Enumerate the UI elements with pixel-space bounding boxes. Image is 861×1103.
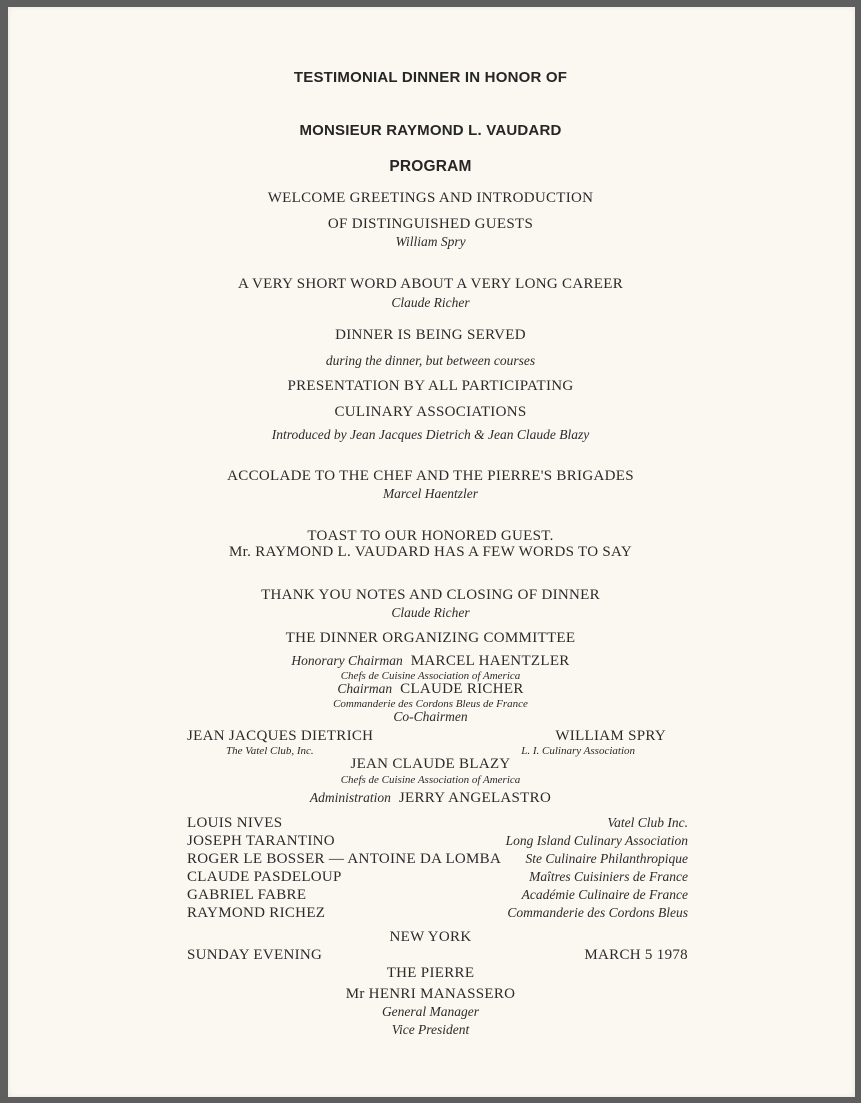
accolade-item: ACCOLADE TO THE CHEF AND THE PIERRE'S BRIGADES <box>227 468 634 484</box>
cochair-right-org: L. I. Culinary Association <box>521 745 635 757</box>
administration-row <box>0 790 861 806</box>
career-presenter: Claude Richer <box>391 295 470 310</box>
welcome-presenter: William Spry <box>395 234 466 249</box>
honorary-role: Honorary Chairman <box>291 653 403 668</box>
accolade-presenter: Marcel Haentzler <box>382 486 479 501</box>
chairman-row <box>0 681 861 697</box>
chairman-name: CLAUDE RICHER <box>400 681 524 697</box>
dinner-note: during the dinner, but between courses <box>325 353 536 368</box>
welcome-line-1: WELCOME GREETINGS AND INTRODUCTION <box>267 190 594 206</box>
manager-title-1: General Manager <box>381 1004 480 1019</box>
presentation-line-2: CULINARY ASSOCIATIONS <box>334 404 527 420</box>
venue: THE PIERRE <box>386 965 475 981</box>
program-heading: PROGRAM <box>389 158 472 175</box>
manager-title-2: Vice President <box>391 1022 470 1037</box>
chairman-role: Chairman <box>337 681 393 696</box>
member-name: GABRIEL FABRE <box>187 887 307 903</box>
honorary-chairman-row <box>0 653 861 669</box>
welcome-line-2: OF DISTINGUISHED GUESTS <box>327 216 534 232</box>
member-org: Commanderie des Cordons Bleus <box>507 905 688 920</box>
member-org: Maîtres Cuisiniers de France <box>529 869 688 884</box>
toast-line-1: TOAST TO OUR HONORED GUEST. <box>307 528 554 544</box>
member-name: CLAUDE PASDELOUP <box>187 869 342 885</box>
thanks-presenter: Claude Richer <box>391 605 470 620</box>
cochair-left-org: The Vatel Club, Inc. <box>226 745 314 757</box>
presentation-line-1: PRESENTATION BY ALL PARTICIPATING <box>287 378 574 394</box>
member-name: ROGER LE BOSSER — ANTOINE DA LOMBA <box>187 851 502 867</box>
honorary-org: Chefs de Cuisine Association of America <box>340 670 521 682</box>
cochairmen-label: Co-Chairmen <box>393 709 468 724</box>
admin-role: Administration <box>309 790 391 805</box>
member-org: Long Island Culinary Association <box>505 833 688 848</box>
member-org: Vatel Club Inc. <box>607 815 688 830</box>
event-day: SUNDAY EVENING <box>187 947 323 963</box>
career-item: A VERY SHORT WORD ABOUT A VERY LONG CAREER <box>237 276 624 292</box>
title-line-1: TESTIMONIAL DINNER IN HONOR OF <box>293 69 568 86</box>
member-org: Ste Culinaire Philanthropique <box>525 851 688 866</box>
chairman-org: Commanderie des Cordons Bleus de France <box>333 698 528 710</box>
cochair-right-name: WILLIAM SPRY <box>555 728 666 744</box>
member-name: JOSEPH TARANTINO <box>187 833 335 849</box>
member-name: LOUIS NIVES <box>187 815 283 831</box>
cochair-center-org: Chefs de Cuisine Association of America <box>340 774 521 786</box>
event-date: MARCH 5 1978 <box>584 947 688 963</box>
member-name: RAYMOND RICHEZ <box>187 905 326 921</box>
manager-name: Mr HENRI MANASSERO <box>345 986 516 1002</box>
committee-heading: THE DINNER ORGANIZING COMMITTEE <box>285 630 576 646</box>
cochair-left-name: JEAN JACQUES DIETRICH <box>187 728 374 744</box>
member-org: Académie Culinaire de France <box>521 887 688 902</box>
presentation-presenters: Introduced by Jean Jacques Dietrich & Jean Claude Blazy <box>271 427 590 442</box>
toast-line-2: Mr. RAYMOND L. VAUDARD HAS A FEW WORDS TO SAY <box>229 544 632 560</box>
cochair-center-name: JEAN CLAUDE BLAZY <box>350 756 511 772</box>
dinner-item: DINNER IS BEING SERVED <box>335 327 526 343</box>
honorary-name: MARCEL HAENTZLER <box>410 653 570 669</box>
thanks-item: THANK YOU NOTES AND CLOSING OF DINNER <box>261 587 600 603</box>
title-line-2: MONSIEUR RAYMOND L. VAUDARD <box>299 122 562 139</box>
city: NEW YORK <box>389 929 472 945</box>
admin-name: JERRY ANGELASTRO <box>398 790 552 806</box>
